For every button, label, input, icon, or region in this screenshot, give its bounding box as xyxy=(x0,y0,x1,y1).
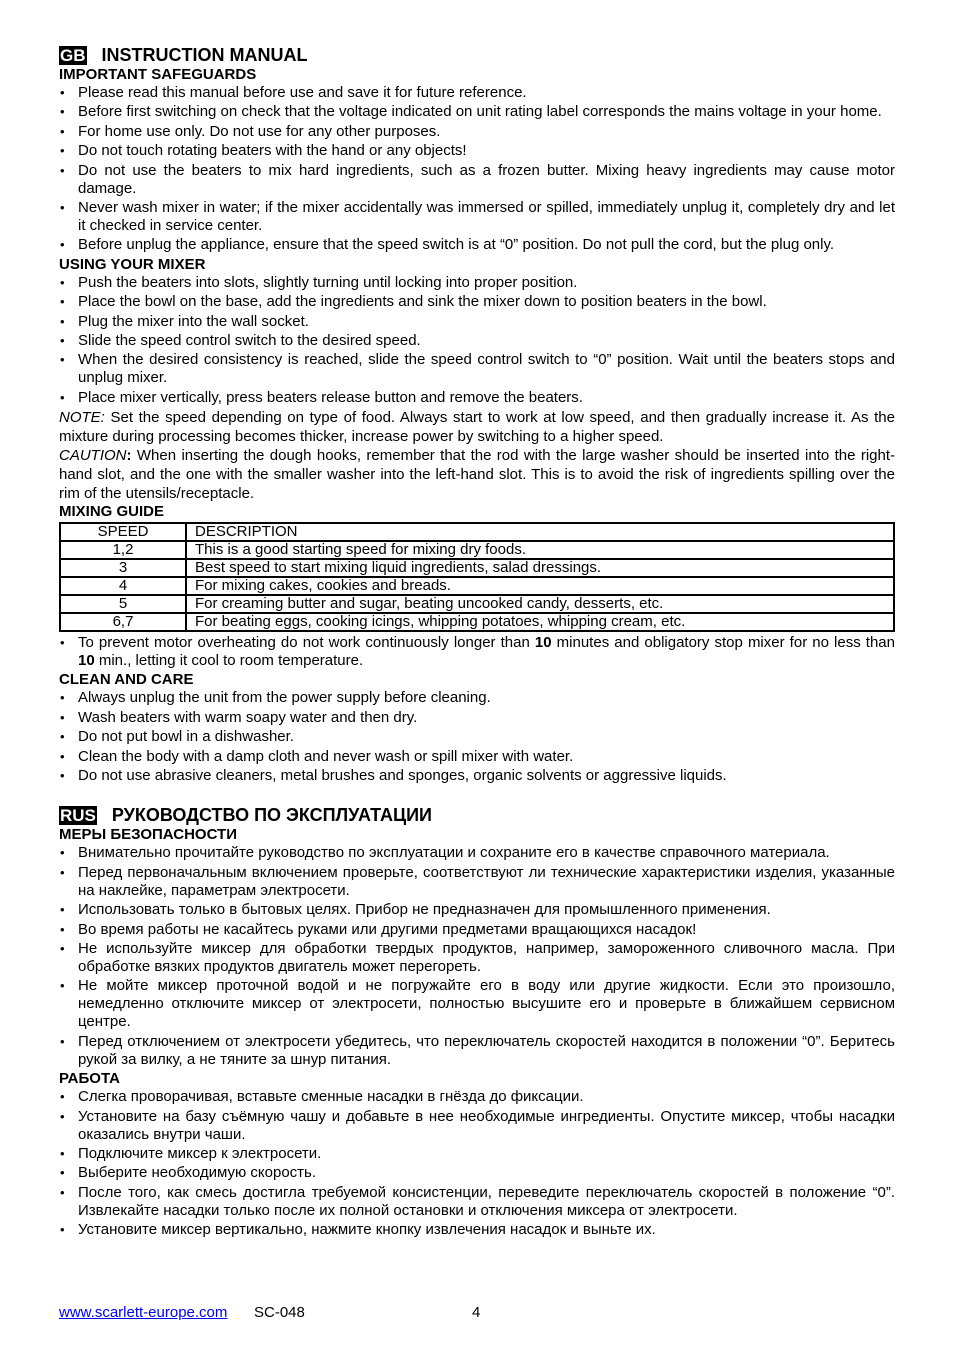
gb-title: INSTRUCTION MANUAL xyxy=(101,45,308,65)
caution-text: When inserting the dough hooks, remember that the rod with the large washer should be inserted into the right-hand slot, and the one with the smaller washer into the left-hand slot. This is to avoid the risk of ingredients spilling over the rim of the utensils/receptacle. xyxy=(59,447,895,503)
rus-work-heading: РАБОТА xyxy=(59,1070,121,1088)
gb-using-list xyxy=(59,274,895,407)
list-item: • Push the beaters into slots, slightly turning until locking into proper position. xyxy=(59,274,895,292)
table-row xyxy=(60,577,894,595)
overheat-text-1: To prevent motor overheating do not work continuously longer than xyxy=(78,634,535,652)
language-badge-gb: GB xyxy=(60,45,86,65)
gb-safeguards-heading: IMPORTANT SAFEGUARDS xyxy=(59,66,257,83)
gb-section-header xyxy=(59,44,895,66)
note-label: NOTE: xyxy=(59,409,105,427)
speed-cell: 6,7 xyxy=(60,613,186,631)
overheat-minutes-1: 10 xyxy=(534,634,552,652)
description-cell: For creaming butter and sugar, beating uncooked candy, desserts, etc. xyxy=(186,595,894,613)
gb-clean-list xyxy=(59,689,895,785)
list-item: • Внимательно прочитайте руководство по эксплуатации и сохраните его в качестве справочного материала. xyxy=(59,844,895,862)
language-badge-rus: RUS xyxy=(60,805,96,825)
table-row xyxy=(60,559,894,577)
list-item: • Do not touch rotating beaters with the hand or any objects! xyxy=(59,142,895,160)
list-item: • Do not put bowl in a dishwasher. xyxy=(59,728,895,746)
list-item: • Перед первоначальным включением проверьте, соответствуют ли технические характеристики изделия, указанные на наклейке, параметрам электросети. xyxy=(59,864,895,900)
note-text: Set the speed depending on type of food. Always start to work at low speed, and then gradually increase it. As the mixture during processing becomes thicker, increase power by switching to a higher speed. xyxy=(59,409,895,446)
gb-using-heading: USING YOUR MIXER xyxy=(59,255,206,273)
list-item: • Слегка проворачивая, вставьте сменные насадки в гнёзда до фиксации. xyxy=(59,1088,895,1106)
page-footer xyxy=(59,1304,895,1321)
list-item: • For home use only. Do not use for any other purposes. xyxy=(59,123,895,141)
website-link[interactable]: www.scarlett-europe.com xyxy=(59,1304,228,1321)
rus-section-header xyxy=(59,804,895,826)
description-header: DESCRIPTION xyxy=(186,523,894,541)
page-number: 4 xyxy=(472,1304,481,1321)
list-item: • Before first switching on check that the voltage indicated on unit rating label corresponds the mains voltage in your home. xyxy=(59,103,895,121)
list-item: • Перед отключением от электросети убедитесь, что переключатель скоростей находится в положении “0”. Беритесь рукой за вилку, а не тяните за шнур питания. xyxy=(59,1033,895,1069)
description-cell: For beating eggs, cooking icings, whipping potatoes, whipping cream, etc. xyxy=(186,613,894,631)
caution-label: CAUTION xyxy=(59,447,127,465)
list-item: • Подключите миксер к электросети. xyxy=(59,1145,895,1163)
gb-overheat-list xyxy=(59,634,895,670)
speed-cell: 5 xyxy=(60,595,186,613)
list-item: • Установите миксер вертикально, нажмите кнопку извлечения насадок и выньте их. xyxy=(59,1221,895,1239)
gb-safeguards-list xyxy=(59,84,895,254)
overheat-text-2: minutes and obligatory stop mixer for no less than xyxy=(551,634,895,652)
caution-colon: : xyxy=(126,447,132,465)
description-cell: For mixing cakes, cookies and breads. xyxy=(186,577,894,595)
list-item: • Do not use the beaters to mix hard ingredients, such as a frozen butter. Mixing heavy ingredients may cause motor damage. xyxy=(59,162,895,198)
list-item: • Wash beaters with warm soapy water and then dry. xyxy=(59,709,895,727)
speed-cell: 1,2 xyxy=(60,541,186,559)
list-item: • Please read this manual before use and save it for future reference. xyxy=(59,84,895,102)
manual-page xyxy=(59,44,895,1241)
model-number: SC-048 xyxy=(254,1304,305,1321)
description-cell: Best speed to start mixing liquid ingredients, salad dressings. xyxy=(186,559,894,577)
list-item xyxy=(59,634,895,670)
list-item: • Place the bowl on the base, add the ingredients and sink the mixer down to position beaters in the bowl. xyxy=(59,293,895,311)
list-item: • Plug the mixer into the wall socket. xyxy=(59,313,895,331)
gb-clean-heading: CLEAN AND CARE xyxy=(59,671,194,689)
speed-cell: 4 xyxy=(60,577,186,595)
list-item: • Установите на базу съёмную чашу и добавьте в нее необходимые ингредиенты. Опустите миксер, чтобы насадки оказались внутри чаши. xyxy=(59,1108,895,1144)
speed-header: SPEED xyxy=(60,523,186,541)
list-item: • Использовать только в бытовых целях. Прибор не предназначен для промышленного применения. xyxy=(59,901,895,919)
list-item: • Place mixer vertically, press beaters release button and remove the beaters. xyxy=(59,389,895,407)
note-paragraph xyxy=(59,408,895,446)
list-item: • Выберите необходимую скорость. xyxy=(59,1164,895,1182)
table-row xyxy=(60,613,894,631)
gb-mixing-heading: MIXING GUIDE xyxy=(59,503,165,521)
speed-cell: 3 xyxy=(60,559,186,577)
list-item: • Slide the speed control switch to the desired speed. xyxy=(59,332,895,350)
rus-title: РУКОВОДСТВО ПО ЭКСПЛУАТАЦИИ xyxy=(111,805,432,826)
list-item: • Never wash mixer in water; if the mixer accidentally was immersed or spilled, immediately unplug it, completely dry and let it checked in service center. xyxy=(59,199,895,235)
list-item: • Clean the body with a damp cloth and never wash or spill mixer with water. xyxy=(59,748,895,766)
mixing-guide-table xyxy=(59,522,895,632)
list-item: • Always unplug the unit from the power supply before cleaning. xyxy=(59,689,895,707)
list-item: • Во время работы не касайтесь руками или другими предметами вращающихся насадок! xyxy=(59,921,895,939)
rus-safeguards-list xyxy=(59,844,895,1068)
table-row xyxy=(60,541,894,559)
list-item: • Do not use abrasive cleaners, metal brushes and sponges, organic solvents or aggressive liquids. xyxy=(59,767,895,785)
table-header-row xyxy=(60,523,894,541)
list-item: • Не мойте миксер проточной водой и не погружайте его в воду или другие жидкости. Если это произошло, немедленно отключите миксер от электросети, полностью высушите его и проверьте в ближайшем сервисном центре. xyxy=(59,977,895,1031)
list-item: • После того, как смесь достигла требуемой консистенции, переведите переключатель скоростей в положение “0”. Извлекайте насадки только после их полной остановки и отключения миксера от электросети. xyxy=(59,1184,895,1220)
overheat-text-3: min., letting it cool to room temperature. xyxy=(94,652,364,670)
list-item: • When the desired consistency is reached, slide the speed control switch to “0” position. Wait until the beaters stops and unplug mixer. xyxy=(59,351,895,387)
table-row xyxy=(60,595,894,613)
list-item: • Before unplug the appliance, ensure that the speed switch is at “0” position. Do not pull the cord, but the plug only. xyxy=(59,236,895,254)
overheat-minutes-2: 10 xyxy=(78,652,95,670)
rus-safeguards-heading: МЕРЫ БЕЗОПАСНОСТИ xyxy=(59,826,237,844)
description-cell: This is a good starting speed for mixing dry foods. xyxy=(186,541,894,559)
rus-work-list xyxy=(59,1088,895,1239)
list-item: • Не используйте миксер для обработки твердых продуктов, например, замороженного сливочного масла. При обработке вязких продуктов двигатель может перегореть. xyxy=(59,940,895,976)
caution-paragraph xyxy=(59,446,895,503)
